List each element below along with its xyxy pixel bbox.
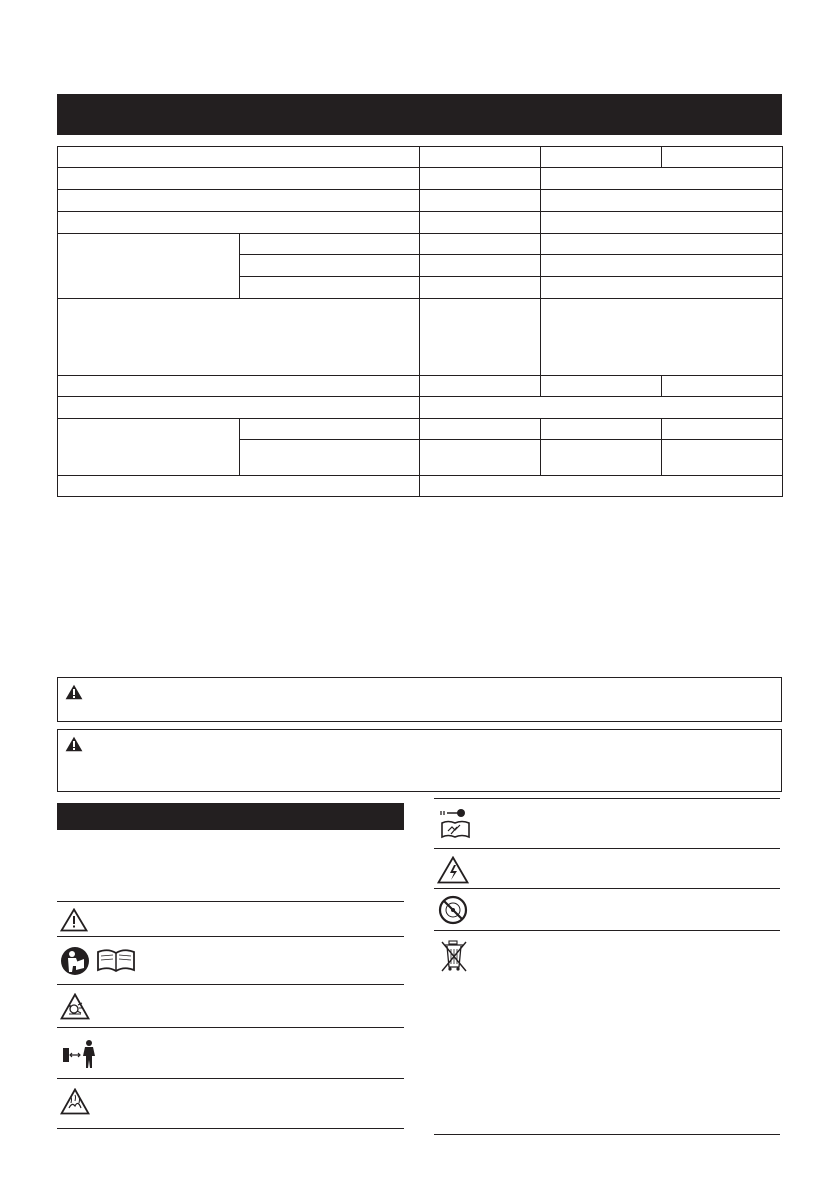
- table-cell: [58, 212, 420, 234]
- warning-box: [57, 729, 782, 792]
- table-row: [58, 212, 783, 234]
- table-cell: [541, 168, 783, 190]
- table-cell: [58, 397, 420, 419]
- table-cell: [662, 440, 783, 476]
- divider: [57, 1128, 404, 1129]
- symbol-row: [434, 798, 780, 849]
- table-cell: [240, 419, 420, 440]
- table-cell: [420, 397, 783, 419]
- table-cell: [420, 168, 541, 190]
- table-row: [58, 190, 783, 212]
- table-cell: [541, 440, 662, 476]
- hot-surface-icon: [60, 1088, 90, 1115]
- section-heading-bar: [57, 803, 404, 830]
- table-row: [58, 476, 783, 497]
- table-cell: [420, 476, 783, 497]
- table-cell: [420, 440, 541, 476]
- table-cell: [420, 277, 541, 299]
- remove-key-manual-icon: [438, 807, 474, 839]
- header-bar: [57, 94, 782, 135]
- symbol-row: [57, 901, 404, 937]
- table-cell: [541, 419, 662, 440]
- table-cell: [541, 212, 783, 234]
- table-cell: [58, 168, 420, 190]
- table-cell: [58, 147, 420, 168]
- flying-objects-icon: [60, 993, 90, 1020]
- table-cell: [541, 255, 783, 277]
- weee-crossed-bin-icon: [440, 939, 470, 973]
- symbol-row: [434, 888, 780, 931]
- table-row: [58, 376, 783, 397]
- table-cell: [58, 299, 420, 376]
- table-cell: [541, 277, 783, 299]
- table-row: [58, 397, 783, 419]
- table-cell: [541, 234, 783, 255]
- table-cell: [662, 419, 783, 440]
- keep-distance-icon: [62, 1038, 98, 1070]
- electric-shock-icon: [437, 856, 469, 884]
- table-cell: [541, 376, 662, 397]
- table-cell: [58, 376, 420, 397]
- warning-triangle-icon: [65, 736, 83, 752]
- no-metal-blade-icon: [438, 895, 468, 925]
- table-cell: [420, 376, 541, 397]
- table-cell: [541, 147, 662, 168]
- table-cell: [541, 299, 783, 376]
- symbol-row: [57, 984, 404, 1028]
- table-cell: [420, 419, 541, 440]
- table-cell: [58, 190, 420, 212]
- warning-box: [57, 677, 782, 722]
- table-row: [58, 168, 783, 190]
- table-cell: [240, 440, 420, 476]
- table-cell: [58, 476, 420, 497]
- symbol-row: [57, 1078, 404, 1129]
- divider: [434, 1134, 780, 1135]
- table-cell: [541, 190, 783, 212]
- table-cell: [58, 419, 240, 476]
- table-cell: [240, 277, 420, 299]
- table-row: [58, 234, 783, 255]
- table-cell: [662, 147, 783, 168]
- table-cell: [662, 376, 783, 397]
- table-row: [58, 147, 783, 168]
- table-cell: [420, 147, 541, 168]
- specification-table: [57, 146, 783, 497]
- symbol-row: [434, 848, 780, 889]
- caution-triangle-icon: [60, 908, 88, 932]
- table-cell: [58, 234, 240, 299]
- table-cell: [420, 234, 541, 255]
- symbol-row: [434, 930, 780, 1135]
- table-cell: [420, 299, 541, 376]
- symbol-row: [57, 936, 404, 985]
- table-cell: [420, 190, 541, 212]
- symbol-row: [57, 1027, 404, 1079]
- read-manual-icon: [60, 946, 138, 976]
- table-row: [58, 419, 783, 440]
- table-cell: [240, 234, 420, 255]
- table-cell: [420, 212, 541, 234]
- table-cell: [240, 255, 420, 277]
- table-cell: [420, 255, 541, 277]
- table-row: [58, 299, 783, 376]
- warning-triangle-icon: [65, 684, 83, 700]
